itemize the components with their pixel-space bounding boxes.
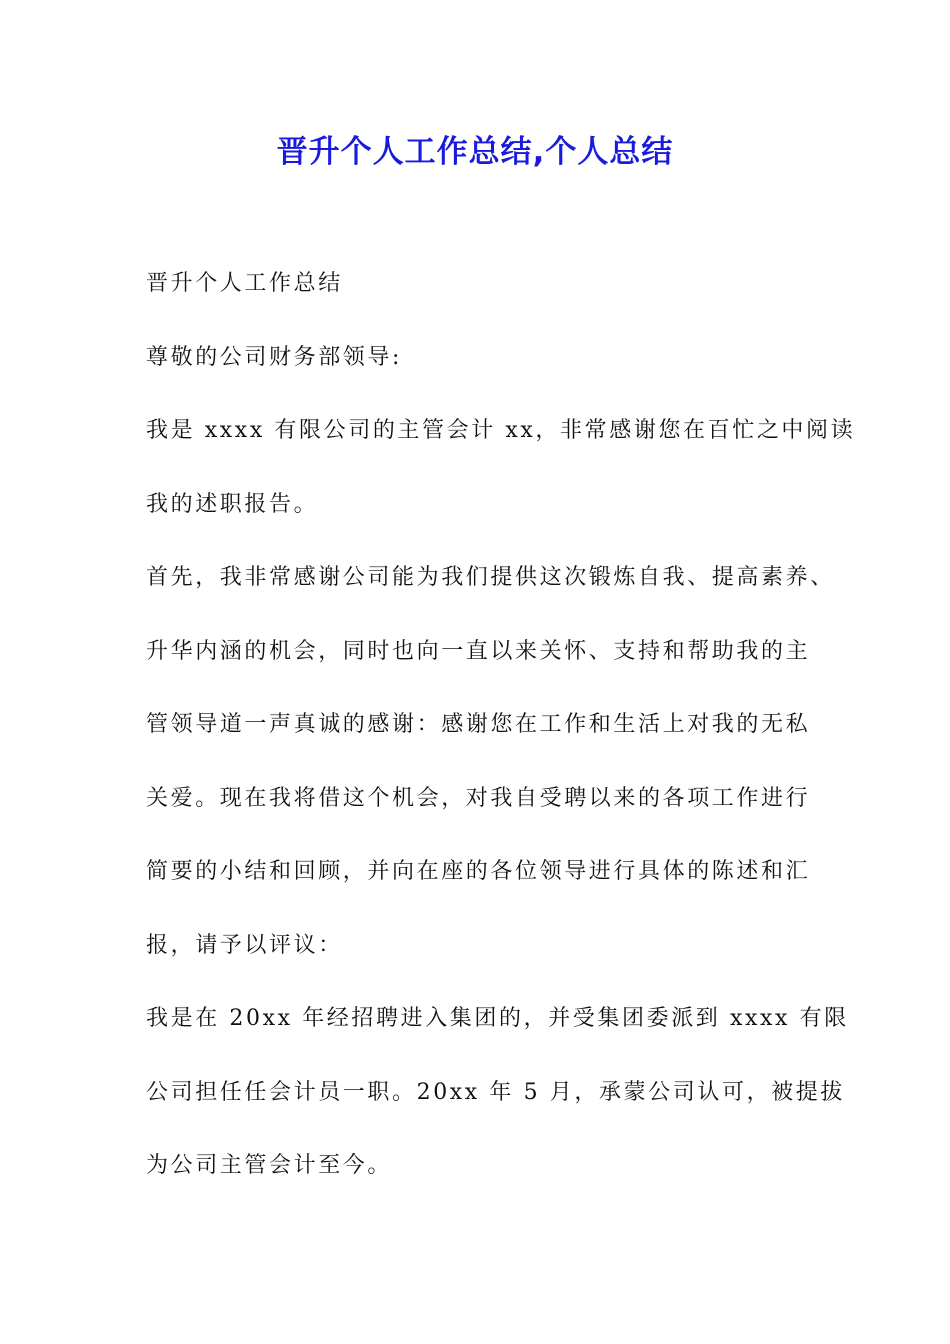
text-line: 报，请予以评议： [146,932,343,958]
text-line: 晋升个人工作总结 [146,271,343,296]
text-line: 公司担任任会计员一职。20xx 年 5 月，承蒙公司认可，被提拔 [146,1079,845,1105]
text-line: 我的述职报告。 [146,491,319,517]
text-line: 管领导道一声真诚的感谢：感谢您在工作和生活上对我的无私 [146,712,811,737]
text-line: 简要的小结和回顾，并向在座的各位领导进行具体的陈述和汇 [146,859,811,884]
text-line: 首先，我非常感谢公司能为我们提供这次锻炼自我、提高素养、 [146,565,835,590]
text-line: 关爱。现在我将借这个机会，对我自受聘以来的各项工作进行 [146,785,811,811]
text-line: 我是 xxxx 有限公司的主管会计 xx，非常感谢您在百忙之中阅读 [146,418,856,443]
document-title: 晋升个人工作总结,个人总结 [276,134,674,170]
text-line: 为公司主管会计至今。 [146,1153,393,1178]
document-body [146,262,856,1218]
text-line: 尊敬的公司财务部领导: [146,344,403,370]
text-line: 我是在 20xx 年经招聘进入集团的，并受集团委派到 xxxx 有限 [146,1006,849,1031]
text-line: 升华内涵的机会，同时也向一直以来关怀、支持和帮助我的主 [146,638,811,664]
